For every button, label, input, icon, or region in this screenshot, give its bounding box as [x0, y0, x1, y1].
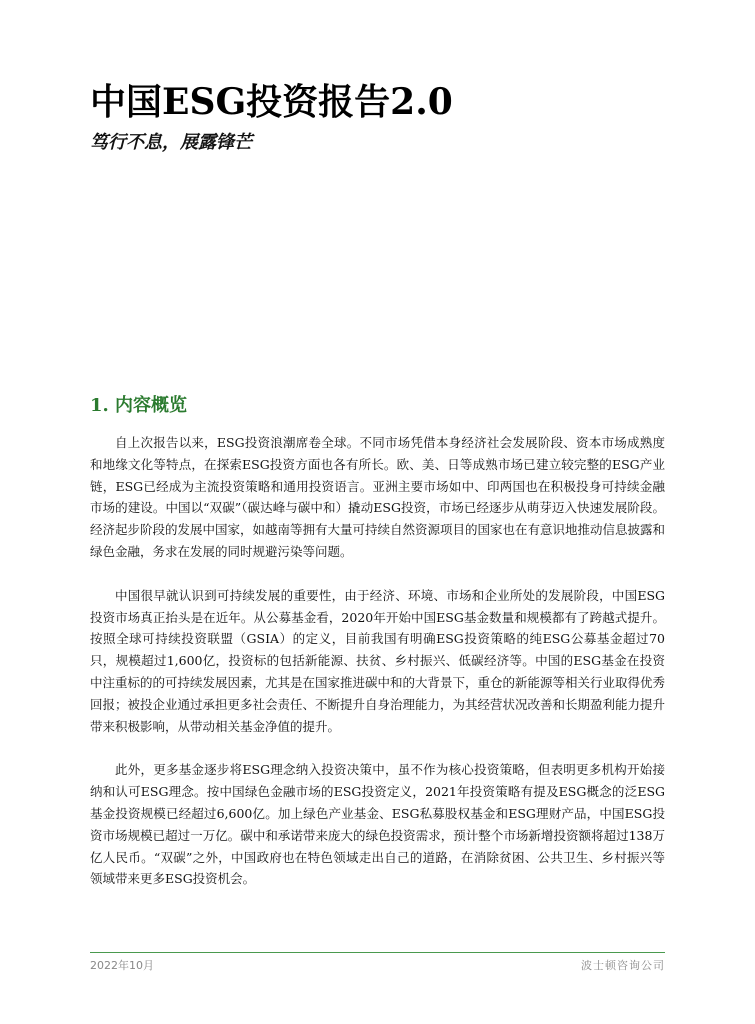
paragraph-2: 中国很早就认识到可持续发展的重要性，由于经济、环境、市场和企业所处的发展阶段，中国ESG投资市场真正抬头是在近年。从公募基金看，2020年开始中国ESG基金数量和规模都有了跨越式提升。按照全球可持续投资联盟（GSIA）的定义，目前我国有明确ESG投资策略的纯ESG公募基金超过70只，规模超过1,600亿，投资标的包括新能源、扶贫、乡村振兴、低碳经济等。中国的ESG基金在投资中注重标的的可持续发展因素，尤其是在国家推进碳中和的大背景下，重仓的新能源等相关行业取得优秀回报；被投企业通过承担更多社会责任、不断提升自身治理能力，为其经营状况改善和长期盈利能力提升带来积极影响，从带动相关基金净值的提升。: [90, 587, 666, 734]
paragraph-3: 此外，更多基金逐步将ESG理念纳入投资决策中，虽不作为核心投资策略，但表明更多机构开始接纳和认可ESG理念。按中国绿色金融市场的ESG投资定义，2021年投资策略有提及ESG概念的泛ESG基金投资规模已经超过6,600亿。加上绿色产业基金、ESG私募股权基金和ESG理财产品，中国ESG投资市场规模已超过一万亿。碳中和承诺带来庞大的绿色投资需求，预计整个市场新增投资额将超过138万亿人民币。“双碳”之外，中国政府也在特色领域走出自己的道路，在消除贫困、公共卫生、乡村振兴等领域带来更多ESG投资机会。: [90, 762, 665, 887]
report-title: 中国ESG投资报告2.0: [90, 81, 453, 123]
section-body: [90, 432, 665, 912]
section-heading: 1. 内容概览: [90, 395, 188, 416]
footer-date: 2022年10月: [90, 959, 154, 972]
footer-company: 波士顿咨询公司: [581, 959, 665, 972]
paragraph-1: 自上次报告以来，ESG投资浪潮席卷全球。不同市场凭借本身经济社会发展阶段、资本市场成熟度和地缘文化等特点，在探索ESG投资方面也各有所长。欧、美、日等成熟市场已建立较完整的ESG产业链，ESG已经成为主流投资策略和通用投资语言。亚洲主要市场如中、印两国也在积极投身可持续金融市场的建设。中国以“双碳”（碳达峰与碳中和）撬动ESG投资，市场已经逐步从萌芽迈入快速发展阶段。经济起步阶段的发展中国家，如越南等拥有大量可持续自然资源项目的国家也在有意识地推动信息披露和绿色金融，务求在发展的同时规避污染等问题。: [90, 435, 666, 559]
report-subtitle: 笃行不息，展露锋芒: [90, 132, 252, 153]
footer-divider: [90, 952, 665, 953]
